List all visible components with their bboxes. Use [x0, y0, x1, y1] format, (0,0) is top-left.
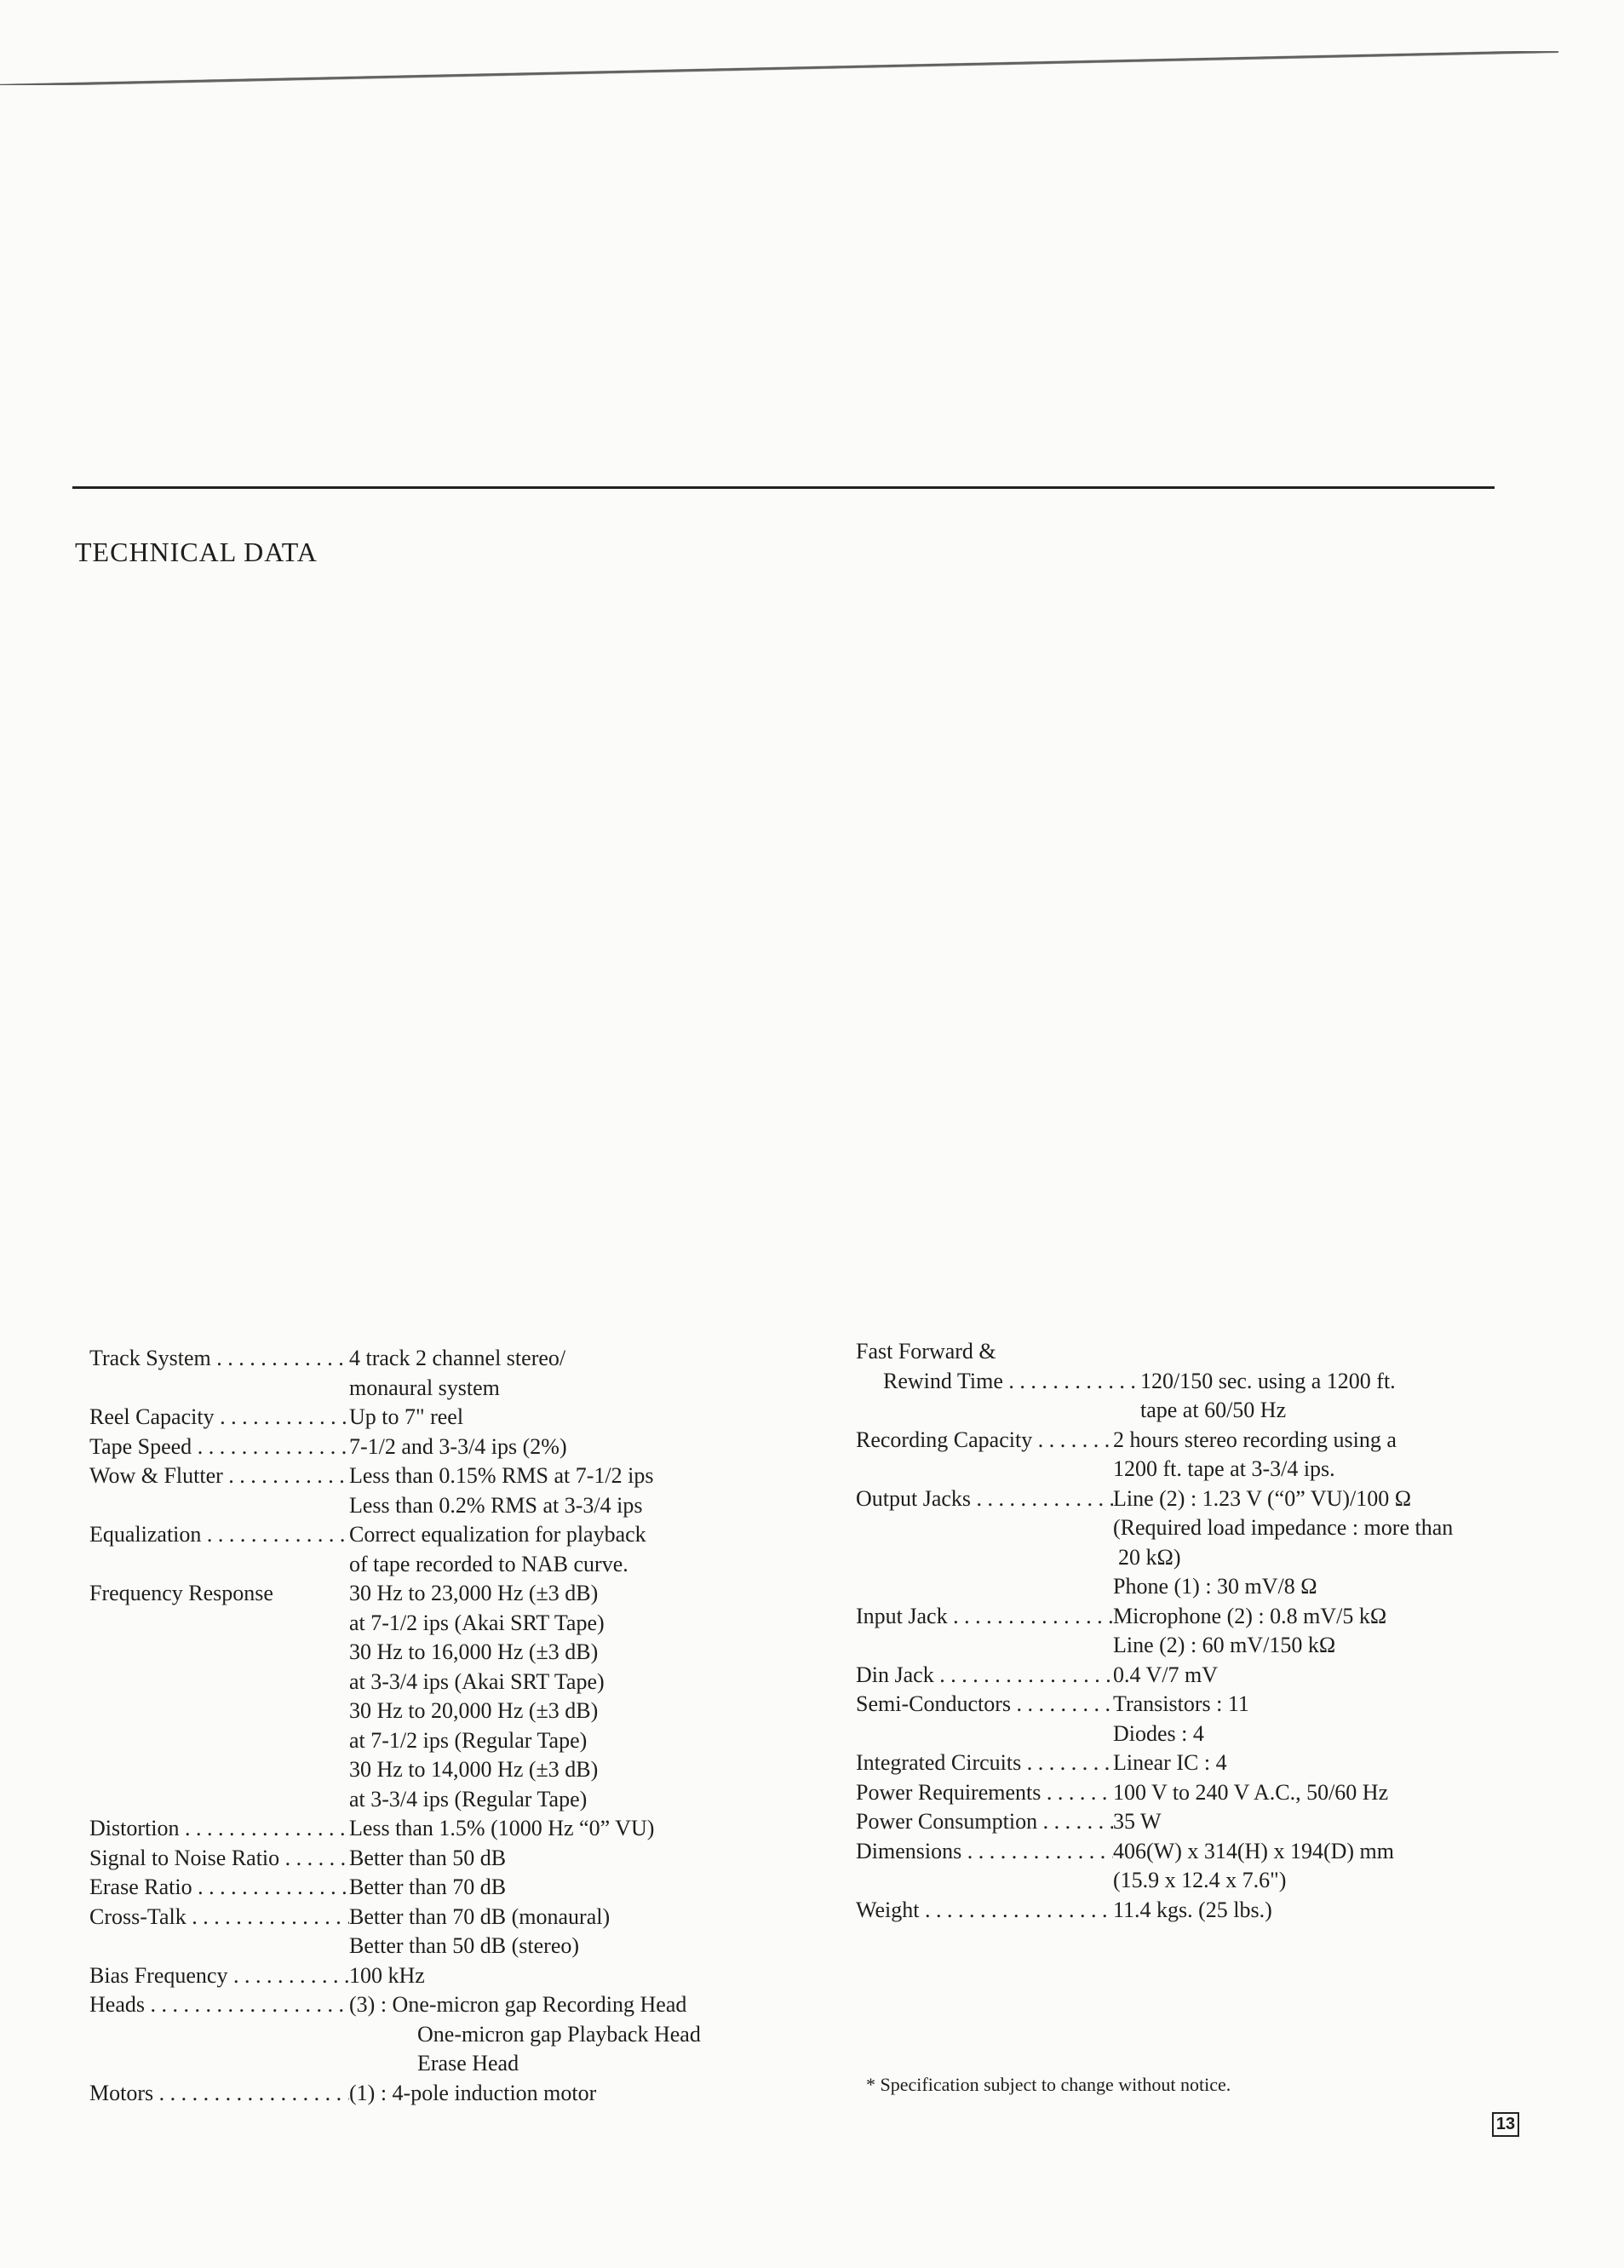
spec-value: 30 Hz to 23,000 Hz (±3 dB) — [349, 1581, 599, 1605]
spec-label: Heads . . . — [89, 1990, 349, 2020]
spec-label: Din Jack . . . — [856, 1661, 1113, 1691]
spec-value: at 7-1/2 ips (Regular Tape) — [349, 1727, 588, 1753]
spec-value: Better than 50 dB — [349, 1845, 507, 1870]
spec-value: Phone (1) : 30 mV/8 Ω — [1113, 1574, 1317, 1599]
spec-row-erase-ratio — [89, 1873, 788, 1903]
spec-row-cross-talk — [89, 1903, 788, 1961]
spec-values — [1113, 1484, 1563, 1602]
spec-value: 0.4 V/7 mV — [1113, 1662, 1219, 1687]
spec-value: Line (2) : 1.23 V (“0” VU)/100 Ω — [1113, 1485, 1412, 1511]
spec-row-bias-frequency — [89, 1961, 788, 1991]
spec-row-heads — [89, 1990, 788, 2079]
spec-value: Erase Head — [417, 2051, 519, 2076]
spec-label: Semi-Conductors . . . — [856, 1690, 1113, 1720]
spec-label: Cross-Talk . . . — [89, 1903, 349, 1932]
spec-label-line: Fast Forward & — [856, 1339, 996, 1364]
spec-values — [349, 1579, 788, 1814]
spec-value: 11.4 kgs. (25 lbs.) — [1113, 1897, 1272, 1922]
spec-value: Less than 0.2% RMS at 3-3/4 ips — [349, 1492, 643, 1518]
spec-value: tape at 60/50 Hz — [1140, 1398, 1287, 1422]
spec-values — [349, 1844, 788, 1874]
spec-row-power-requirements — [856, 1778, 1563, 1808]
spec-value: of tape recorded to NAB curve. — [349, 1551, 628, 1576]
spec-values — [349, 1520, 788, 1579]
spec-label: Power Requirements . . . — [856, 1778, 1113, 1808]
spec-row-motors — [89, 2079, 788, 2109]
left-spec-column — [89, 1344, 788, 2108]
spec-row-input-jack — [856, 1602, 1563, 1661]
spec-value: Up to 7" reel — [349, 1404, 464, 1429]
spec-label: Distortion . . . — [89, 1814, 349, 1844]
spec-values — [1113, 1896, 1563, 1926]
spec-values — [1140, 1367, 1563, 1426]
spec-label: Erase Ratio . . . — [89, 1873, 349, 1903]
right-spec-column — [856, 1337, 1563, 1925]
page-title: TECHNICAL DATA — [75, 537, 318, 567]
spec-row-power-consumption — [856, 1807, 1563, 1837]
spec-values — [1113, 1837, 1563, 1896]
spec-row-rewind-time — [856, 1367, 1563, 1426]
spec-value: 4 track 2 channel stereo/ — [349, 1346, 566, 1370]
spec-label: Bias Frequency . . . — [89, 1961, 349, 1991]
spec-value: Better than 70 dB (monaural) — [349, 1903, 611, 1929]
spec-value: (15.9 x 12.4 x 7.6") — [1113, 1868, 1287, 1892]
spec-row-weight — [856, 1896, 1563, 1926]
spec-row-equalization — [89, 1520, 788, 1579]
spec-values — [349, 1344, 788, 1403]
spec-label: Dimensions . . . — [856, 1837, 1113, 1867]
spec-values — [1113, 1748, 1563, 1778]
spec-row-distortion — [89, 1814, 788, 1844]
spec-row-semi-conductors — [856, 1690, 1563, 1748]
spec-label: Integrated Circuits . . . — [856, 1748, 1113, 1778]
spec-row-reel-capacity — [89, 1403, 788, 1433]
spec-value: at 3-3/4 ips (Regular Tape) — [349, 1786, 588, 1812]
spec-label: Tape Speed . . . — [89, 1433, 349, 1462]
spec-label: Signal to Noise Ratio . . . — [89, 1844, 349, 1874]
spec-values — [1113, 1661, 1563, 1691]
spec-row-recording-capacity — [856, 1426, 1563, 1484]
spec-row-frequency-response — [89, 1579, 788, 1814]
spec-value: 35 W — [1113, 1809, 1162, 1834]
spec-label: Output Jacks . . . — [856, 1484, 1113, 1514]
spec-value: Better than 50 dB (stereo) — [349, 1933, 580, 1958]
spec-row-signal-to-noise — [89, 1844, 788, 1874]
spec-values — [1113, 1602, 1563, 1661]
spec-row-output-jacks — [856, 1484, 1563, 1602]
spec-value: 1200 ft. tape at 3-3/4 ips. — [1113, 1456, 1335, 1481]
spec-row-fast-forward — [856, 1337, 1563, 1426]
spec-values — [349, 1961, 788, 1991]
spec-value: (Required load impedance : more than — [1113, 1515, 1454, 1540]
spec-values — [1113, 1690, 1563, 1748]
spec-value: 20 kΩ) — [1118, 1544, 1181, 1570]
spec-label: Rewind Time . . . — [856, 1367, 1140, 1397]
spec-value: Correct equalization for playback — [349, 1522, 646, 1547]
spec-values — [349, 1903, 788, 1961]
spec-row-track-system — [89, 1344, 788, 1403]
spec-value: 406(W) x 314(H) x 194(D) mm — [1113, 1838, 1394, 1863]
spec-label: Reel Capacity . . . — [89, 1403, 349, 1433]
spec-value: Better than 70 dB — [349, 1875, 507, 1899]
spec-values — [349, 2079, 788, 2109]
horizontal-rule — [72, 486, 1495, 489]
spec-value: Microphone (2) : 0.8 mV/5 kΩ — [1113, 1603, 1387, 1628]
spec-values — [349, 1873, 788, 1903]
spec-label: Frequency Response — [89, 1581, 273, 1605]
spec-values — [1113, 1807, 1563, 1837]
spec-value: 100 kHz — [349, 1962, 425, 1988]
spec-value: 30 Hz to 16,000 Hz (±3 dB) — [349, 1639, 599, 1664]
spec-value: (3) : One-micron gap Recording Head — [349, 1992, 687, 2017]
spec-value: 2 hours stereo recording using a — [1113, 1427, 1397, 1452]
spec-value: 100 V to 240 V A.C., 50/60 Hz — [1113, 1779, 1389, 1805]
spec-values — [349, 1461, 788, 1520]
spec-row-din-jack — [856, 1661, 1563, 1691]
spec-label: Weight . . . — [856, 1896, 1113, 1926]
spec-values — [1113, 1426, 1563, 1484]
spec-value: Line (2) : 60 mV/150 kΩ — [1113, 1633, 1336, 1657]
spec-values — [349, 1433, 788, 1462]
spec-value: (1) : 4-pole induction motor — [349, 2080, 597, 2105]
spec-label: Equalization . . . — [89, 1520, 349, 1550]
spec-label: Motors . . . — [89, 2079, 349, 2109]
spec-value: at 3-3/4 ips (Akai SRT Tape) — [349, 1668, 605, 1694]
spec-label: Input Jack . . . — [856, 1602, 1113, 1632]
spec-value: 30 Hz to 14,000 Hz (±3 dB) — [349, 1757, 599, 1782]
spec-values — [349, 1990, 788, 2079]
spec-value: 30 Hz to 20,000 Hz (±3 dB) — [349, 1698, 599, 1723]
scan-edge-artifact — [0, 51, 1558, 85]
spec-value: monaural system — [349, 1375, 500, 1400]
spec-value: Diodes : 4 — [1113, 1720, 1204, 1746]
spec-value: 7-1/2 and 3-3/4 ips (2%) — [349, 1433, 567, 1459]
spec-value: Less than 1.5% (1000 Hz “0” VU) — [349, 1816, 655, 1840]
spec-label: Track System . . . — [89, 1344, 349, 1374]
spec-values — [349, 1403, 788, 1433]
spec-value: Linear IC : 4 — [1113, 1750, 1227, 1775]
page-number: 13 — [1492, 2112, 1519, 2137]
spec-label: Power Consumption . . . — [856, 1807, 1113, 1837]
spec-values — [349, 1814, 788, 1844]
spec-row-wow-flutter — [89, 1461, 788, 1520]
spec-label: Recording Capacity . . . — [856, 1426, 1113, 1456]
spec-values — [1113, 1778, 1563, 1808]
spec-value: 120/150 sec. using a 1200 ft. — [1140, 1368, 1396, 1393]
spec-value: Transistors : 11 — [1113, 1691, 1249, 1716]
footnote: * Specification subject to change without notice. — [866, 2074, 1231, 2095]
spec-row-dimensions — [856, 1837, 1563, 1896]
spec-row-integrated-circuits — [856, 1748, 1563, 1778]
spec-row-tape-speed — [89, 1433, 788, 1462]
spec-value: One-micron gap Playback Head — [417, 2021, 701, 2047]
spec-value: Less than 0.15% RMS at 7-1/2 ips — [349, 1463, 654, 1488]
spec-value: at 7-1/2 ips (Akai SRT Tape) — [349, 1610, 605, 1635]
spec-label: Wow & Flutter . . . — [89, 1461, 349, 1491]
